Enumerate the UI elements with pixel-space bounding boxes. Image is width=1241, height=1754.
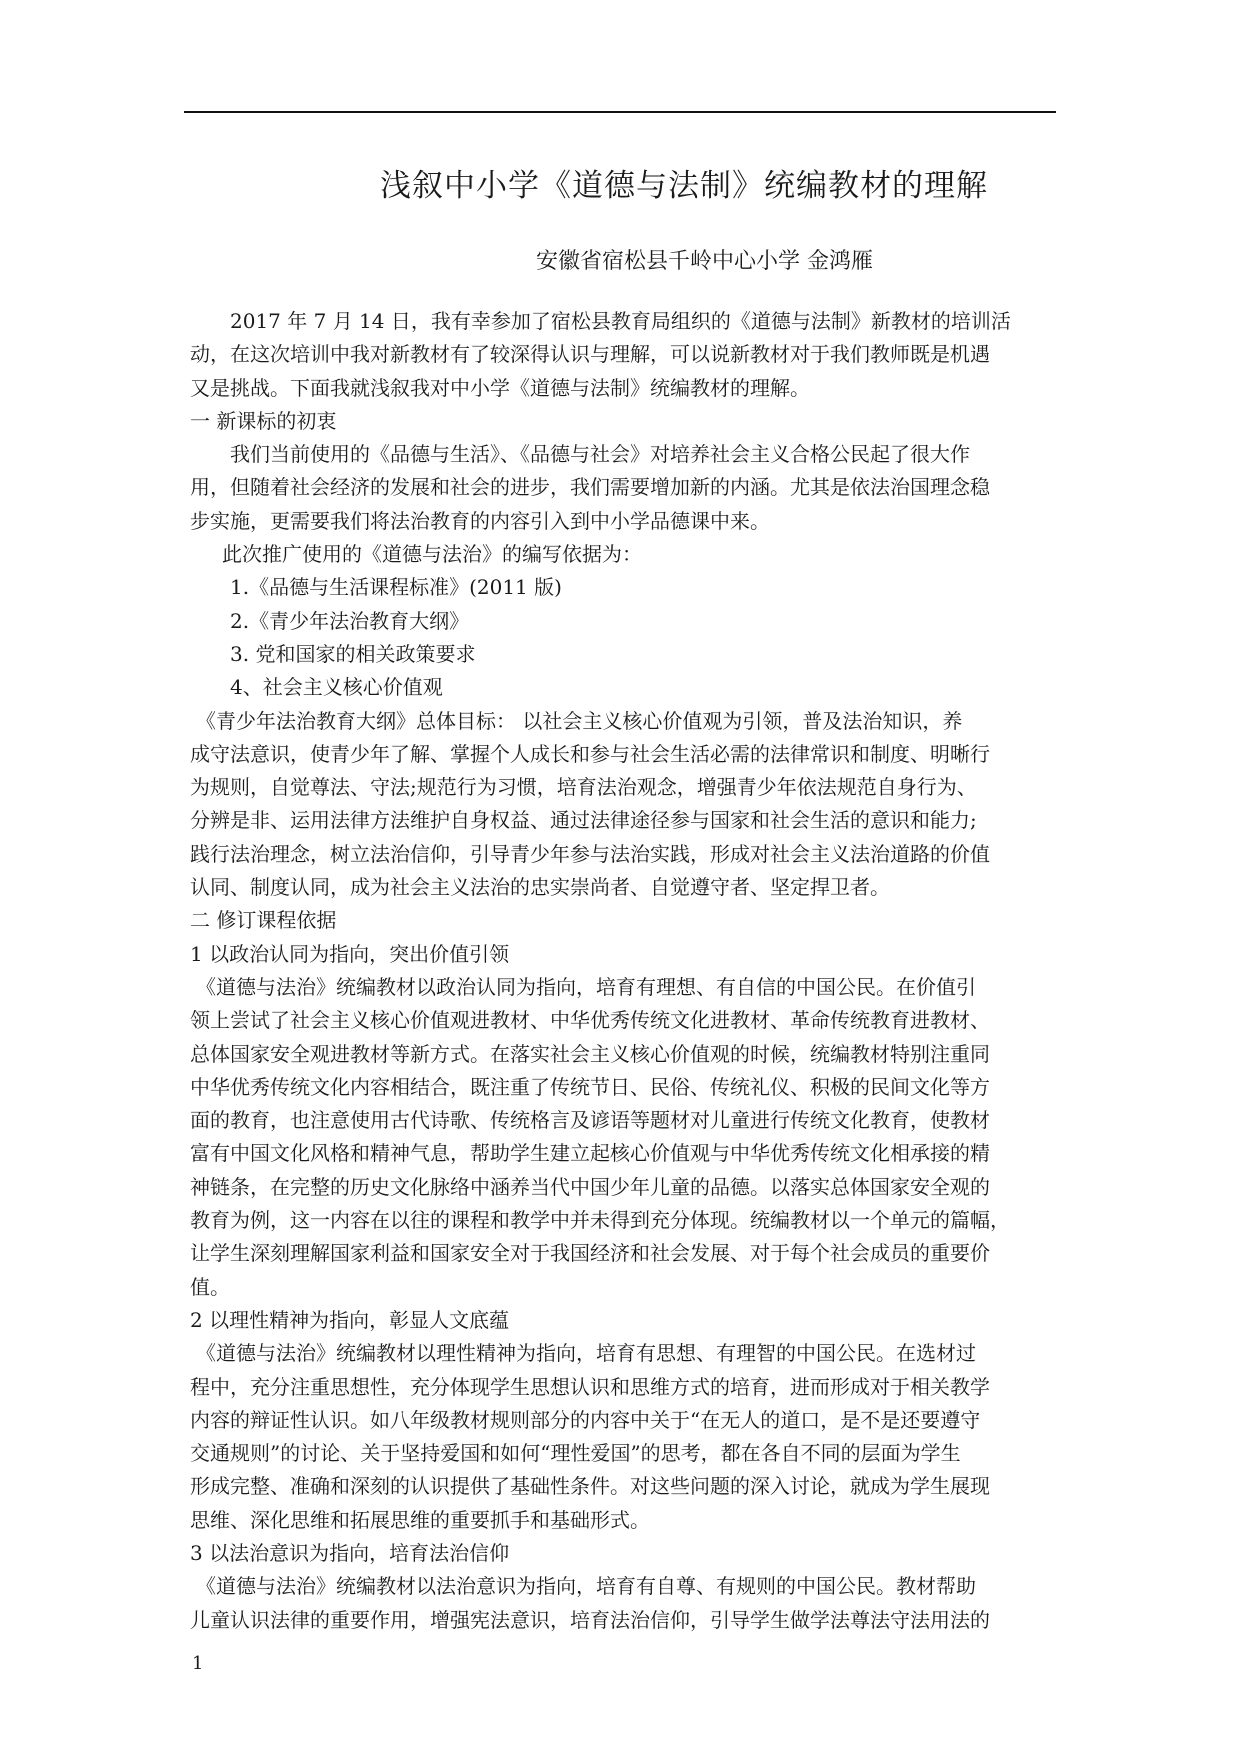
subsection-heading: 3 以法治意识为指向，培育法治信仰 — [190, 1540, 510, 1565]
text-line: 《道德与法治》统编教材以理性精神为指向，培育有思想、有理智的中国公民。在选材过 — [196, 1341, 976, 1366]
text-line: 神链条，在完整的历史文化脉络中涵养当代中国少年儿童的品德。以落实总体国家安全观的 — [190, 1174, 990, 1199]
page-number: 1 — [192, 1653, 204, 1674]
text-line: 儿童认识法律的重要作用，增强宪法意识，培育法治信仰，引导学生做学法尊法守法用法的 — [190, 1607, 990, 1632]
text-line: 形成完整、准确和深刻的认识提供了基础性条件。对这些问题的深入讨论，就成为学生展现 — [190, 1474, 990, 1499]
document-body — [190, 305, 1050, 1637]
section-heading: 一 新课标的初衷 — [190, 408, 337, 433]
text-line: 中华优秀传统文化内容相结合，既注重了传统节日、民俗、传统礼仪、积极的民间文化等方 — [190, 1074, 990, 1099]
text-line: 《道德与法治》统编教材以法治意识为指向，培育有自尊、有规则的中国公民。教材帮助 — [196, 1574, 976, 1599]
text-line: 成守法意识，使青少年了解、掌握个人成长和参与社会生活必需的法律常识和制度、明晰行 — [190, 741, 990, 766]
text-line: 践行法治理念，树立法治信仰，引导青少年参与法治实践，形成对社会主义法治道路的价值 — [190, 841, 990, 866]
subsection-heading: 1 以政治认同为指向，突出价值引领 — [190, 941, 510, 966]
header-rule — [184, 111, 1056, 113]
text-line: 值。 — [190, 1274, 230, 1299]
text-line: 认同、制度认同，成为社会主义法治的忠实崇尚者、自觉遵守者、坚定捍卫者。 — [190, 875, 890, 900]
text-line: 2017 年 7 月 14 日，我有幸参加了宿松县教育局组织的《道德与法制》新教材的培训活 — [230, 309, 1011, 333]
text-line: 内容的辩证性认识。如八年级教材规则部分的内容中关于“在无人的道口，是不是还要遵守 — [190, 1407, 981, 1432]
subsection-heading: 2 以理性精神为指向，彰显人文底蕴 — [190, 1307, 510, 1332]
text-line: 又是挑战。下面我就浅叙我对中小学《道德与法制》统编教材的理解。 — [190, 375, 810, 400]
document-title: 浅叙中小学《道德与法制》统编教材的理解 — [380, 168, 988, 204]
text-line: 让学生深刻理解国家利益和国家安全对于我国经济和社会发展、对于每个社会成员的重要价 — [190, 1241, 990, 1266]
text-line: 步实施，更需要我们将法治教育的内容引入到中小学品德课中来。 — [190, 508, 770, 533]
text-line: 富有中国文化风格和精神气息，帮助学生建立起核心价值观与中华优秀传统文化相承接的精 — [190, 1141, 990, 1166]
list-item: 1.《品德与生活课程标准》(2011 版) — [230, 575, 562, 600]
section-heading: 二 修订课程依据 — [190, 908, 337, 933]
list-item: 3. 党和国家的相关政策要求 — [230, 641, 476, 666]
text-line: 交通规则”的讨论、关于坚持爱国和如何“理性爱国”的思考，都在各自不同的层面为学生 — [190, 1441, 961, 1466]
list-item: 4、社会主义核心价值观 — [230, 675, 443, 700]
author-line: 安徽省宿松县千岭中心小学 金鸿雁 — [536, 249, 873, 274]
list-item: 2.《青少年法治教育大纲》 — [230, 608, 470, 633]
text-line: 思维、深化思维和拓展思维的重要抓手和基础形式。 — [190, 1507, 650, 1532]
text-line: 程中，充分注重思想性，充分体现学生思想认识和思维方式的培育，进而形成对于相关教学 — [190, 1374, 990, 1399]
text-line: 此次推广使用的《道德与法治》的编写依据为： — [222, 542, 642, 567]
text-line: 分辨是非、运用法律方法维护自身权益、通过法律途径参与国家和社会生活的意识和能力; — [190, 808, 977, 833]
text-line: 动，在这次培训中我对新教材有了较深得认识与理解，可以说新教材对于我们教师既是机遇 — [190, 342, 990, 367]
text-line: 为规则，自觉尊法、守法;规范行为习惯，培育法治观念，增强青少年依法规范自身行为、 — [190, 775, 977, 800]
text-line: 《青少年法治教育大纲》总体目标： 以社会主义核心价值观为引领，普及法治知识，养 — [196, 708, 963, 733]
text-line: 总体国家安全观进教材等新方式。在落实社会主义核心价值观的时候，统编教材特别注重同 — [190, 1041, 990, 1066]
text-line: 领上尝试了社会主义核心价值观进教材、中华优秀传统文化进教材、革命传统教育进教材、 — [190, 1008, 990, 1033]
text-line: 我们当前使用的《品德与生活》、《品德与社会》对培养社会主义合格公民起了很大作 — [230, 442, 970, 467]
text-line: 面的教育，也注意使用古代诗歌、传统格言及谚语等题材对儿童进行传统文化教育，使教材 — [190, 1108, 990, 1133]
text-line: 用，但随着社会经济的发展和社会的进步，我们需要增加新的内涵。尤其是依法治国理念稳 — [190, 475, 990, 500]
text-line: 《道德与法治》统编教材以政治认同为指向，培育有理想、有自信的中国公民。在价值引 — [196, 974, 976, 999]
text-line: 教育为例，这一内容在以往的课程和教学中并未得到充分体现。统编教材以一个单元的篇幅， — [190, 1208, 1010, 1233]
